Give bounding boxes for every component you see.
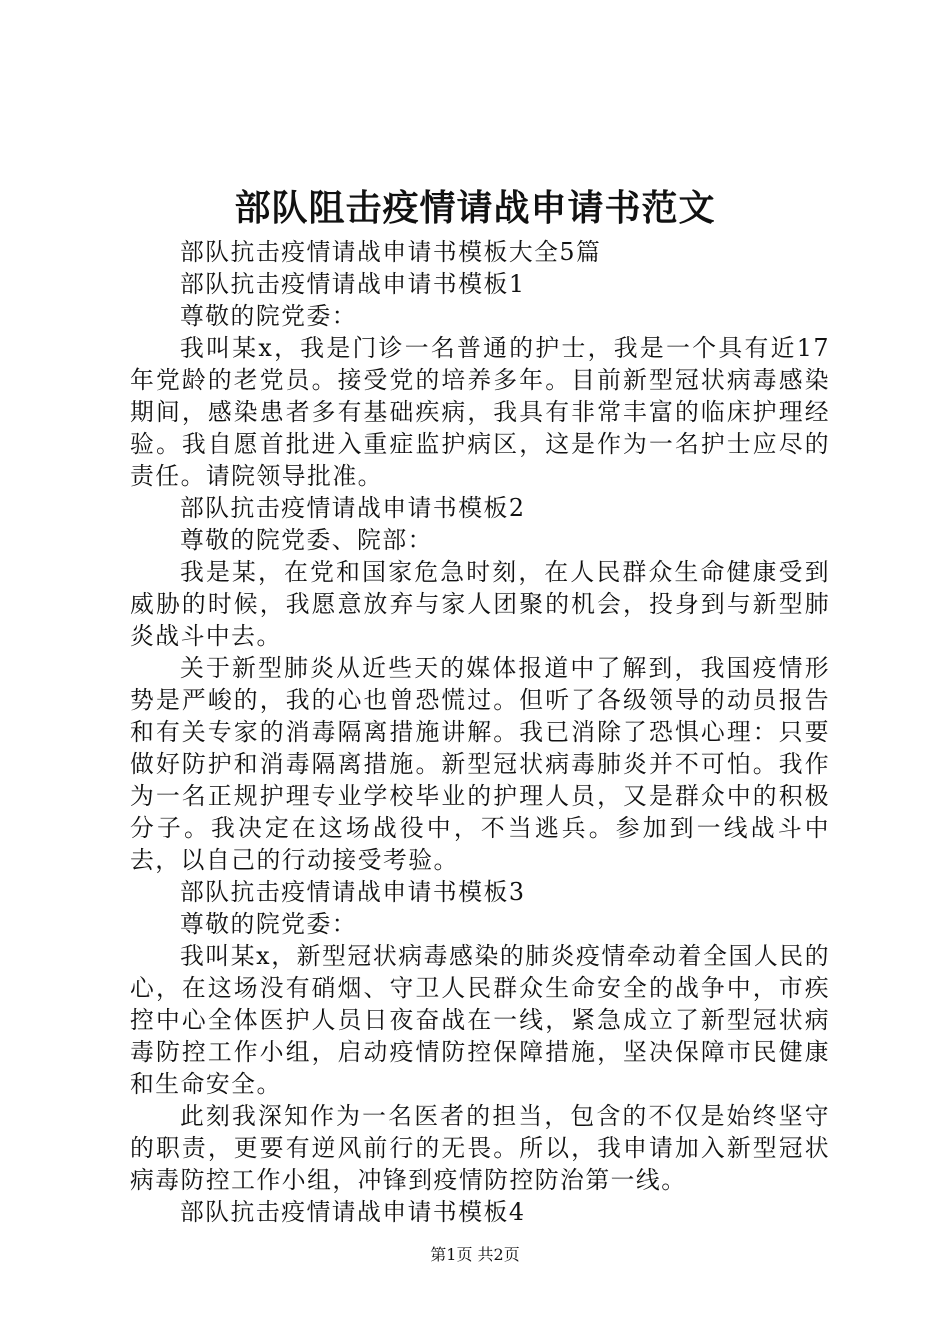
paragraph-body-1: 我叫某x，我是门诊一名普通的护士，我是一个具有近17年党龄的老党员。接受党的培养多年。目前新型冠状病毒感染期间，感染患者多有基础疾病，我具有非常丰富的临床护理经验。我自愿首批进入重症监护病区，这是作为一名护士应尽的责任。请院领导批准。 (130, 334, 830, 490)
paragraph-body-3b: 此刻我深知作为一名医者的担当，包含的不仅是始终坚守的职责，更要有逆风前行的无畏。所以，我申请加入新型冠状病毒防控工作小组，冲锋到疫情防控防治第一线。 (130, 1102, 830, 1194)
page-footer: 第1页 共2页 (430, 1245, 520, 1264)
paragraph-body-2b: 关于新型肺炎从近些天的媒体报道中了解到，我国疫情形势是严峻的，我的心也曾恐慌过。但听了各级领导的动员报告和有关专家的消毒隔离措施讲解。我已消除了恐惧心理：只要做好防护和消毒隔离措施。新型冠状病毒肺炎并不可怕。我作为一名正规护理专业学校毕业的护理人员，又是群众中的积极分子。我决定在这场战役中，不当逃兵。参加到一线战斗中去，以自己的行动接受考验。 (130, 654, 830, 874)
paragraph-salutation-2: 尊敬的院党委、院部： (179, 526, 433, 554)
paragraph-salutation-1: 尊敬的院党委： (179, 302, 358, 330)
paragraph-heading-template-4: 部队抗击疫情请战申请书模板4 (179, 1198, 526, 1226)
paragraph-body-3a: 我叫某x，新型冠状病毒感染的肺炎疫情牵动着全国人民的心，在这场没有硝烟、守卫人民群众生命安全的战争中，市疾控中心全体医护人员日夜奋战在一线，紧急成立了新型冠状病毒防控工作小组，启动疫情防控保障措施，坚决保障市民健康和生命安全。 (130, 942, 830, 1098)
paragraph-subtitle: 部队抗击疫情请战申请书模板大全5篇 (179, 238, 602, 266)
paragraph-heading-template-1: 部队抗击疫情请战申请书模板1 (179, 270, 526, 298)
paragraph-heading-template-2: 部队抗击疫情请战申请书模板2 (179, 494, 526, 522)
paragraph-salutation-3: 尊敬的院党委： (179, 910, 358, 938)
document-body (130, 236, 830, 1228)
paragraph-heading-template-3: 部队抗击疫情请战申请书模板3 (179, 878, 526, 906)
paragraph-body-2a: 我是某，在党和国家危急时刻，在人民群众生命健康受到威胁的时候，我愿意放弃与家人团聚的机会，投身到与新型肺炎战斗中去。 (130, 558, 830, 650)
document-title: 部队阻击疫情请战申请书范文 (234, 187, 716, 229)
